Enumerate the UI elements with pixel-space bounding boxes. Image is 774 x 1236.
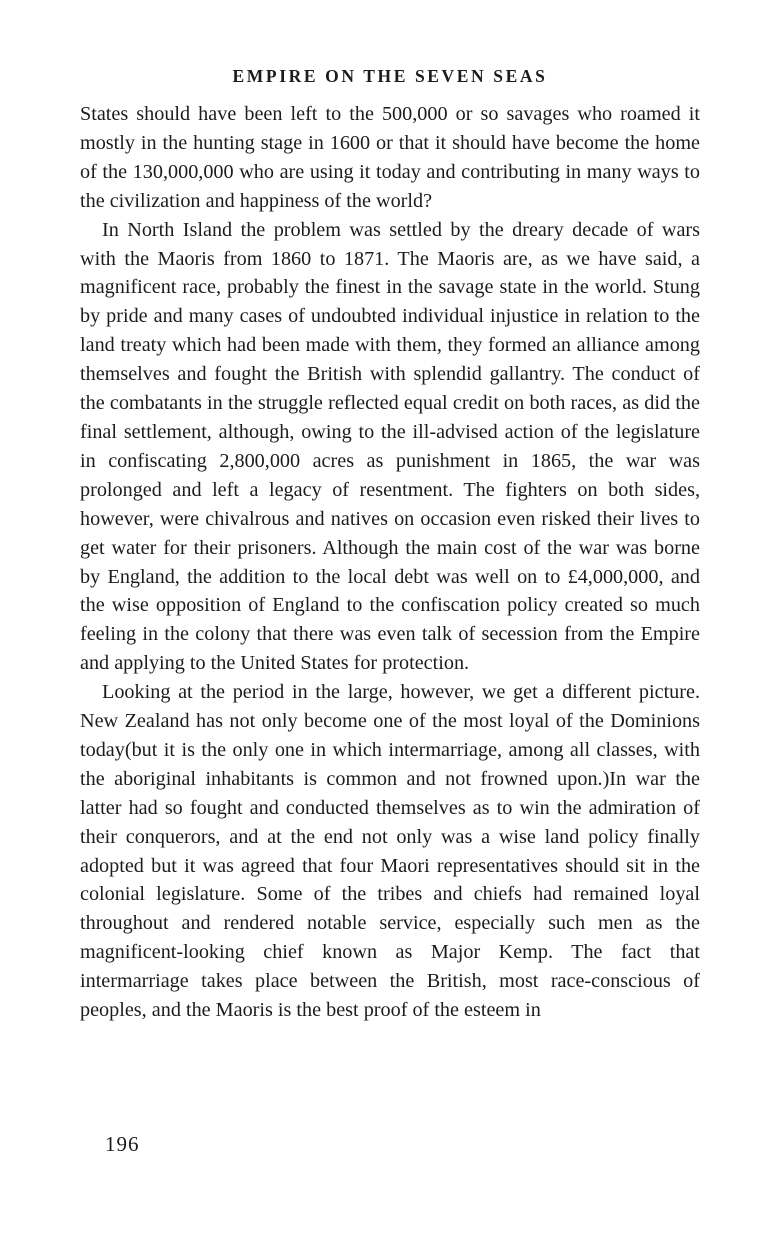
body-text	[80, 100, 700, 1025]
paragraph-different-picture: Looking at the period in the large, however, we get a different picture. New Zealand has not only become one of the most loyal of the Dominions today(but it is the only one in which intermarriage, among all classes, with the aboriginal inhabitants is common and not frowned upon.)In war the latter had so fought and conducted themselves as to win the admiration of their conquerors, and at the end not only was a wise land policy finally adopted but it was agreed that four Maori representatives should sit in the colonial legislature. Some of the tribes and chiefs had remained loyal throughout and rendered notable service, especially such men as the magnificent-looking chief known as Major Kemp. The fact that intermarriage takes place between the British, most race-conscious of peoples, and the Maoris is the best proof of the esteem in	[80, 681, 700, 1022]
book-page	[80, 62, 700, 1025]
paragraph-maori-wars: In North Island the problem was settled by the dreary decade of wars with the Maoris from 1860 to 1871. The Maoris are, as we have said, a magnificent race, probably the finest in the savage state in the world. Stung by pride and many cases of undoubted individual injustice in relation to the land treaty which had been made with them, they formed an alliance among themselves and fought the British with splendid gallantry. The conduct of the combatants in the struggle reflected equal credit on both races, as did the final settlement, although, owing to the ill-advised action of the legislature in confiscating 2,800,000 acres as punishment in 1865, the war was prolonged and left a legacy of resentment. The fighters on both sides, however, were chivalrous and natives on occasion even risked their lives to get water for their prisoners. Although the main cost of the war was borne by England, the addition to the local debt was well on to £4,000,000, and the wise opposition of England to the confiscation policy created so much feeling in the colony that there was even talk of secession from the Empire and applying to the United States for protection.	[80, 218, 700, 675]
page-number: 196	[105, 1132, 140, 1156]
running-head: EMPIRE ON THE SEVEN SEAS	[232, 66, 548, 86]
paragraph-continuation: States should have been left to the 500,000 or so savages who roamed it mostly in the hunting stage in 1600 or that it should have become the home of the 130,000,000 who are using it today and contributing in many ways to the civilization and happiness of the world?	[80, 103, 700, 212]
